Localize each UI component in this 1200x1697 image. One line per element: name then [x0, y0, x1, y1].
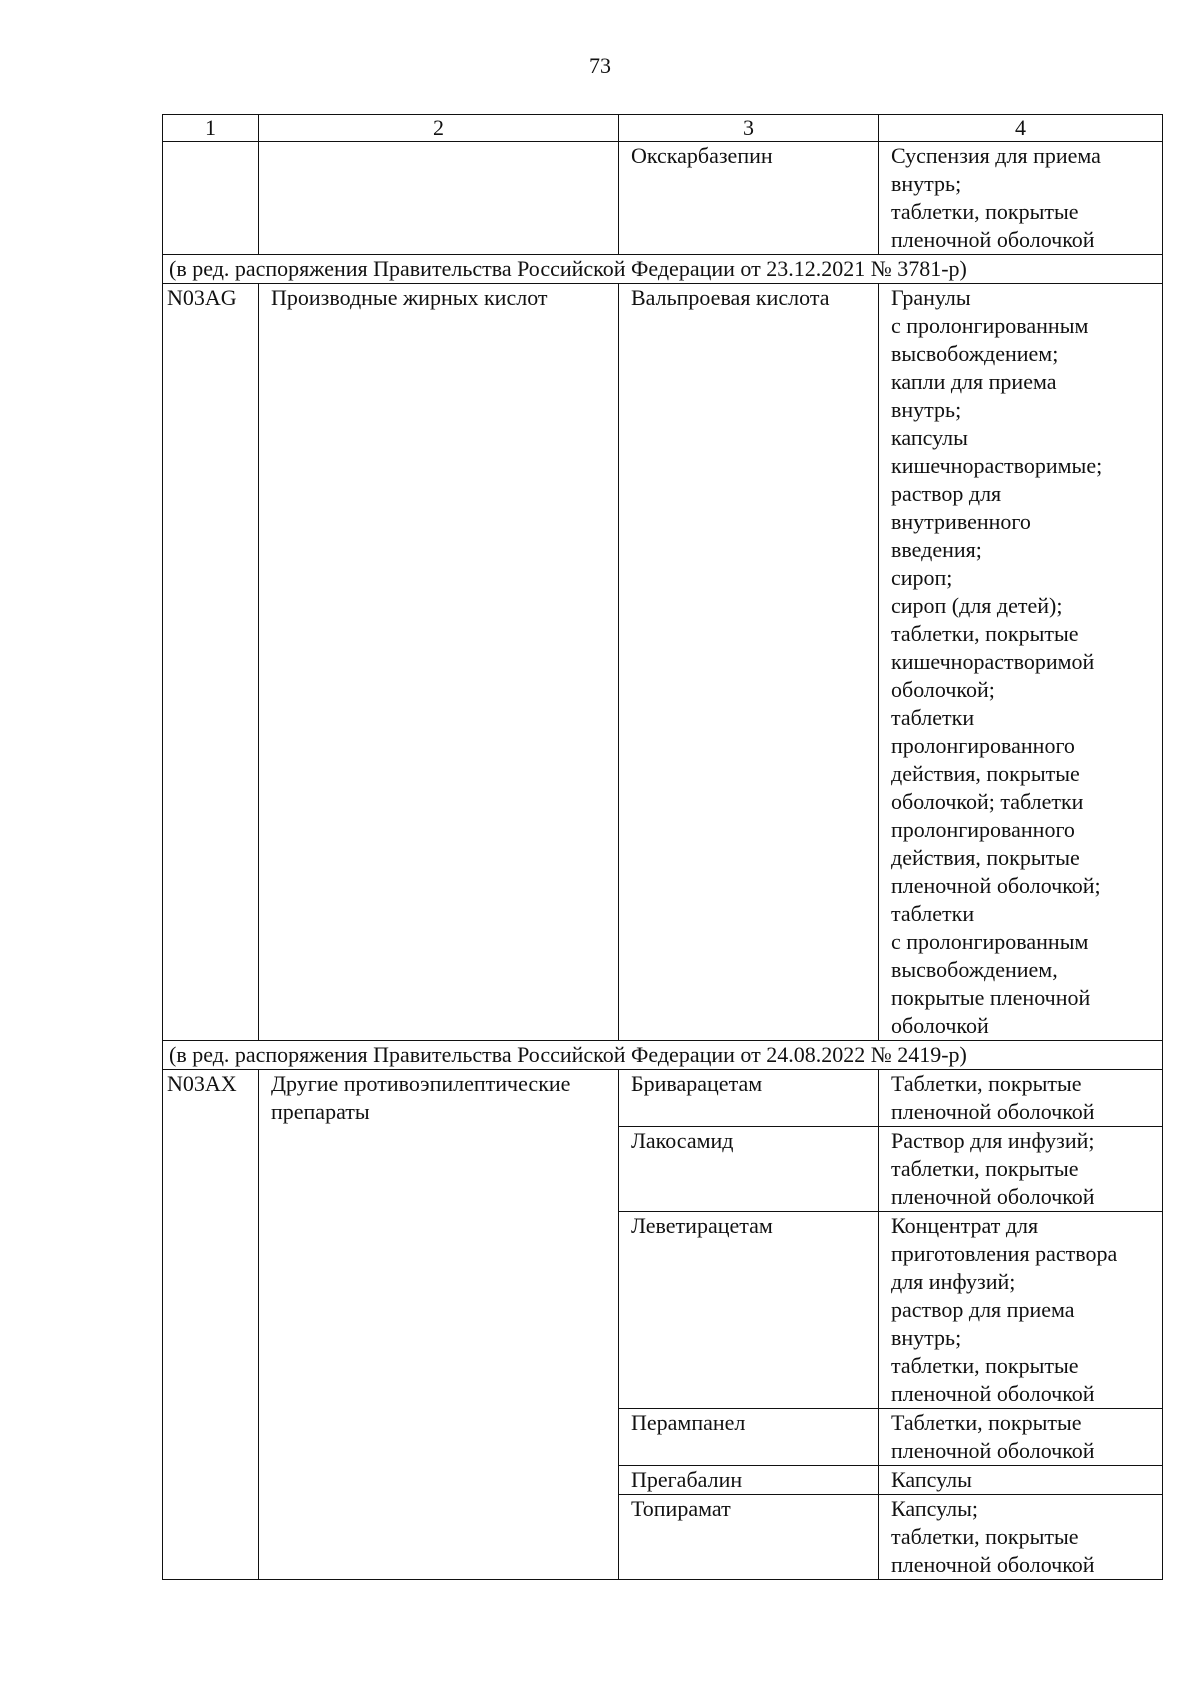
amendment-note-row	[163, 255, 1163, 284]
table-row	[163, 284, 1163, 1041]
substance-cell: Топирамат	[619, 1495, 879, 1580]
amendment-note-row	[163, 1041, 1163, 1070]
atc-code-cell	[163, 142, 259, 255]
substance-cell: Леветирацетам	[619, 1212, 879, 1409]
column-header-2: 2	[259, 115, 619, 142]
group-name-cell	[259, 142, 619, 255]
dosage-forms-cell: Капсулы	[879, 1466, 1163, 1495]
page-number: 73	[589, 53, 611, 78]
group-name-cell: Производные жирных кислот	[259, 284, 619, 1041]
dosage-forms-cell: Гранулы с пролонгированным высвобождением; капли для приема внутрь; капсулы кишечнорастворимые; раствор для внутривенного введения; сироп; сироп (для детей); таблетки, покрытые кишечнорастворимой оболочкой; таблетки пролонгированного действия, покрытые оболочкой; таблетки пролонгированного действия, покрытые пленочной оболочкой; таблетки с пролонгированным высвобождением, покрытые пленочной оболочкой	[879, 284, 1163, 1041]
amendment-note: (в ред. распоряжения Правительства Российской Федерации от 23.12.2021 № 3781-р)	[163, 255, 1163, 284]
substance-cell: Прегабалин	[619, 1466, 879, 1495]
drug-table	[162, 114, 1163, 1580]
atc-code-cell: N03AG	[163, 284, 259, 1041]
dosage-forms-cell: Капсулы; таблетки, покрытые пленочной оболочкой	[879, 1495, 1163, 1580]
group-name-cell: Другие противоэпилептические препараты	[259, 1070, 619, 1580]
dosage-forms-cell: Таблетки, покрытые пленочной оболочкой	[879, 1409, 1163, 1466]
table-row	[163, 1070, 1163, 1127]
table-header-row	[163, 115, 1163, 142]
substance-cell: Окскарбазепин	[619, 142, 879, 255]
amendment-note: (в ред. распоряжения Правительства Российской Федерации от 24.08.2022 № 2419-р)	[163, 1041, 1163, 1070]
column-header-4: 4	[879, 115, 1163, 142]
dosage-forms-cell: Раствор для инфузий; таблетки, покрытые пленочной оболочкой	[879, 1127, 1163, 1212]
dosage-forms-cell: Концентрат для приготовления раствора для инфузий; раствор для приема внутрь; таблетки, покрытые пленочной оболочкой	[879, 1212, 1163, 1409]
atc-code-cell: N03AX	[163, 1070, 259, 1580]
column-header-3: 3	[619, 115, 879, 142]
substance-cell: Лакосамид	[619, 1127, 879, 1212]
substance-cell: Перампанел	[619, 1409, 879, 1466]
table-row	[163, 142, 1163, 255]
dosage-forms-cell: Суспензия для приема внутрь; таблетки, покрытые пленочной оболочкой	[879, 142, 1163, 255]
column-header-1: 1	[163, 115, 259, 142]
substance-cell: Вальпроевая кислота	[619, 284, 879, 1041]
substance-cell: Бриварацетам	[619, 1070, 879, 1127]
dosage-forms-cell: Таблетки, покрытые пленочной оболочкой	[879, 1070, 1163, 1127]
